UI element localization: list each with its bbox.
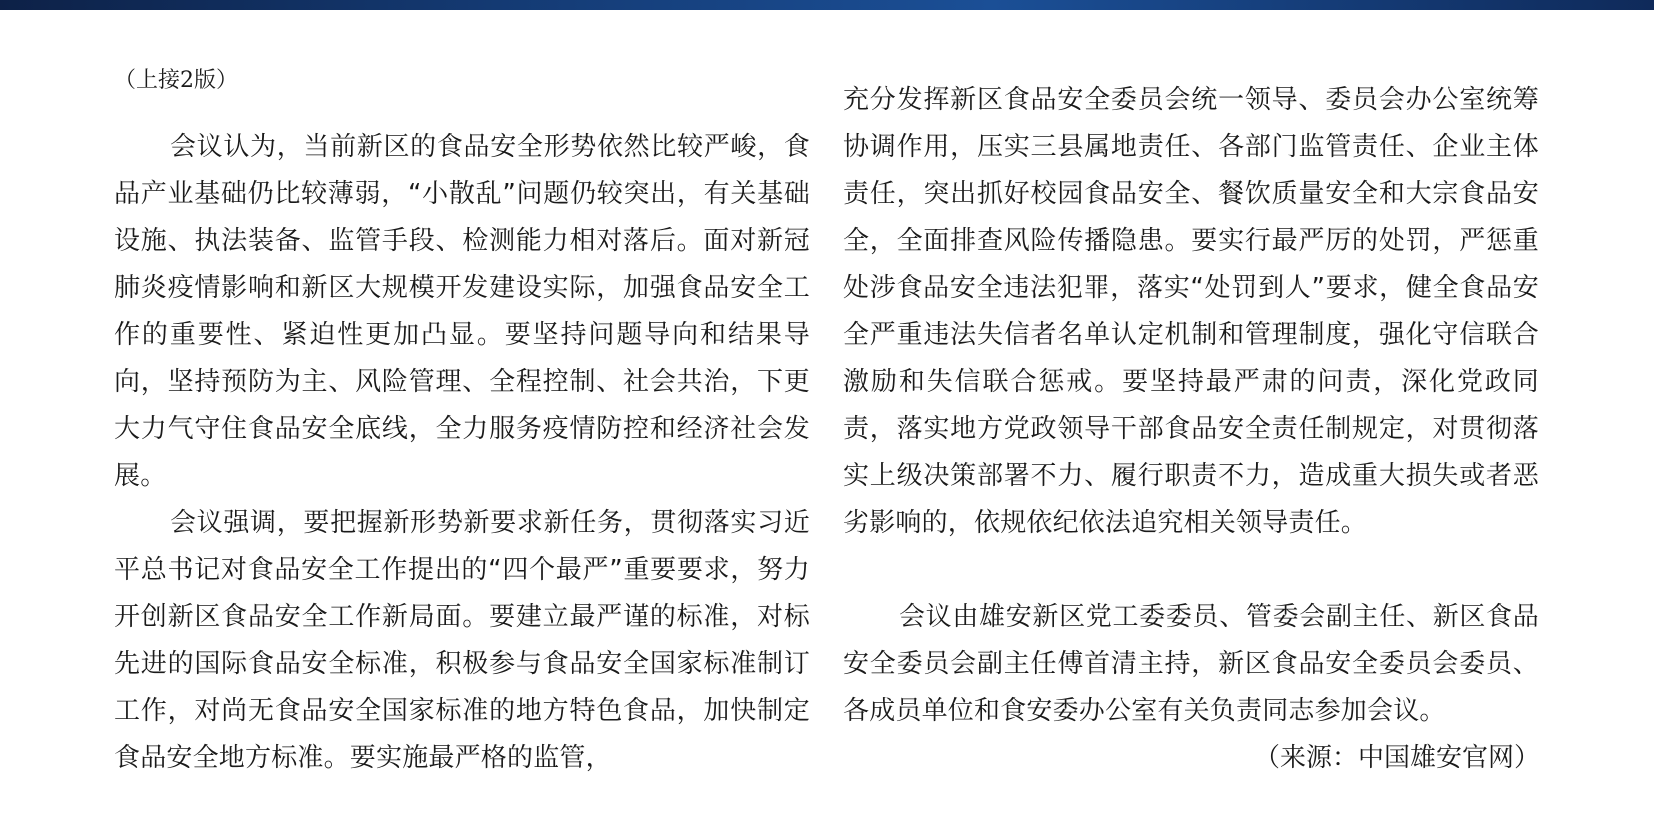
article-paragraph: 充分发挥新区食品安全委员会统一领导、委员会办公室统筹协调作用，压实三县属地责任、各部门监管责任、企业主体责任，突出抓好校园食品安全、餐饮质量安全和大宗食品安全，全面排查风险传播隐患。要实行最严厉的处罚，严惩重处涉食品安全违法犯罪，落实“处罚到人”要求，健全食品安全严重违法失信者名单认定机制和管理制度，强化守信联合激励和失信联合惩戒。要坚持最严肃的问责，深化党政同责，落实地方党政领导干部食品安全责任制规定，对贯彻落实上级决策部署不力、履行职责不力，造成重大损失或者恶劣影响的，依规依纪依法追究相关领导责任。: [843, 85, 1539, 538]
article-paragraph: 会议强调，要把握新形势新要求新任务，贯彻落实习近平总书记对食品安全工作提出的“四个最严”重要要求，努力开创新区食品安全工作新局面。要建立最严谨的标准，对标先进的国际食品安全标准，积极参与食品安全国家标准制订工作，对尚无食品安全国家标准的地方特色食品，加快制定食品安全地方标准。要实施最严格的监管，: [114, 508, 810, 773]
source-credit: （来源：中国雄安官网）: [1253, 743, 1540, 773]
article-paragraph: 会议认为，当前新区的食品安全形势依然比较严峻，食品产业基础仍比较薄弱，“小散乱”问题仍较突出，有关基础设施、执法装备、监管手段、检测能力相对落后。面对新冠肺炎疫情影响和新区大规模开发建设实际，加强食品安全工作的重要性、紧迫性更加凸显。要坚持问题导向和结果导向，坚持预防为主、风险管理、全程控制、社会共治，下更大力气守住食品安全底线，全力服务疫情防控和经济社会发展。: [114, 132, 810, 491]
article-paragraph: 会议由雄安新区党工委委员、管委会副主任、新区食品安全委员会副主任傅首清主持，新区食品安全委员会委员、各成员单位和食安委办公室有关负责同志参加会议。: [843, 602, 1539, 726]
continued-from-note: （上接2版）: [114, 68, 238, 93]
top-decorative-band: [0, 0, 1654, 10]
